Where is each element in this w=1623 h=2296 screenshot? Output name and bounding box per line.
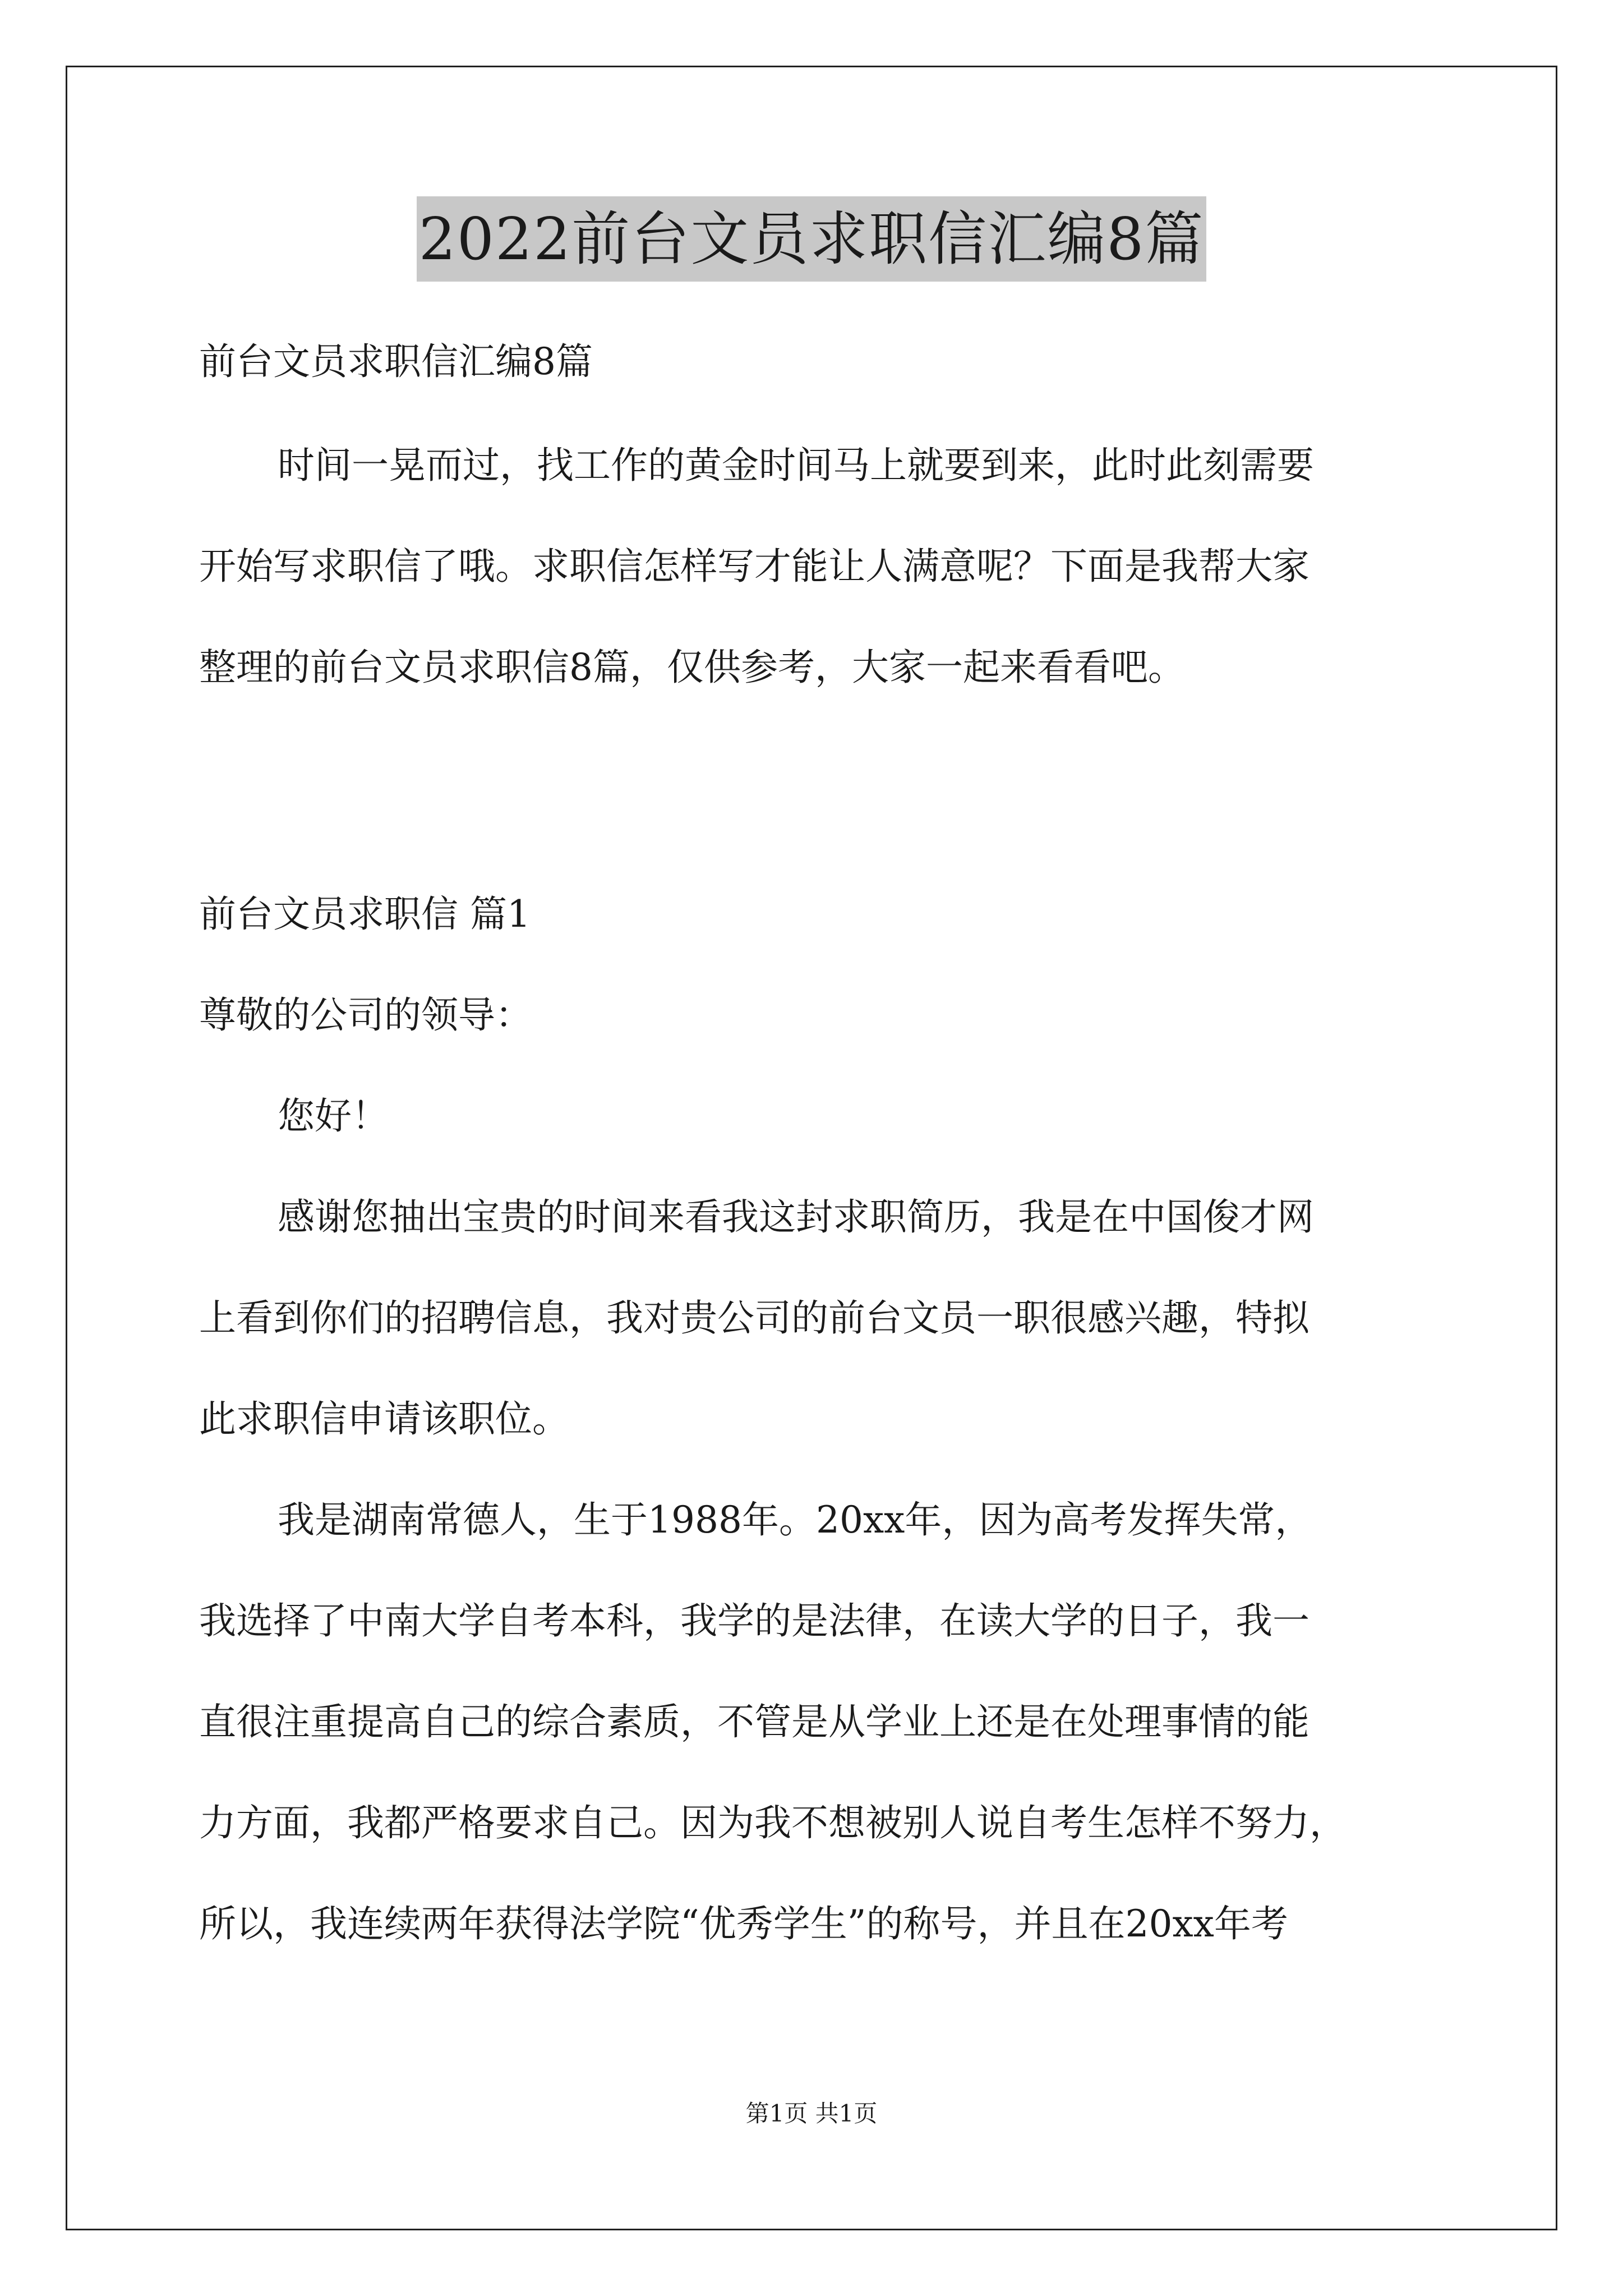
body-line-2: 上看到你们的招聘信息，我对贵公司的前台文员一职很感兴趣，特拟 xyxy=(199,1296,1310,1340)
title-container xyxy=(0,196,1623,282)
body-line-5: 我选择了中南大学自考本科，我学的是法律，在读大学的日子，我一 xyxy=(199,1599,1310,1642)
letter-section xyxy=(199,864,1438,1975)
body-line-7: 力方面，我都严格要求自己。因为我不想被别人说自考生怎样不努力， xyxy=(199,1801,1347,1844)
intro-paragraph xyxy=(199,415,1438,718)
intro-title-line xyxy=(199,311,1438,412)
salutation: 尊敬的公司的领导： xyxy=(199,993,532,1037)
body-line-1: 感谢您抽出宝贵的时间来看我这封求职简历，我是在中国俊才网 xyxy=(278,1195,1314,1239)
intro-title: 前台文员求职信汇编8篇 xyxy=(199,340,593,383)
document-title: 2022前台文员求职信汇编8篇 xyxy=(417,196,1207,282)
body-line-4: 我是湖南常德人，生于1988年。20xx年，因为高考发挥失常， xyxy=(278,1498,1312,1542)
body-line-6: 直很注重提高自己的综合素质，不管是从学业上还是在处理事情的能 xyxy=(199,1700,1310,1743)
section-heading: 前台文员求职信 篇1 xyxy=(199,892,531,936)
intro-line-1: 时间一晃而过，找工作的黄金时间马上就要到来，此时此刻需要 xyxy=(278,444,1314,487)
greeting: 您好！ xyxy=(278,1094,389,1138)
intro-line-2: 开始写求职信了哦。求职信怎样写才能让人满意呢？下面是我帮大家 xyxy=(199,545,1310,588)
body-line-8: 所以，我连续两年获得法学院“优秀学生”的称号，并且在20xx年考 xyxy=(199,1902,1288,1945)
body-line-3: 此求职信申请该职位。 xyxy=(199,1397,569,1441)
intro-line-3: 整理的前台文员求职信8篇，仅供参考，大家一起来看看吧。 xyxy=(199,646,1185,689)
page-footer: 第1页 共1页 xyxy=(745,2100,878,2127)
